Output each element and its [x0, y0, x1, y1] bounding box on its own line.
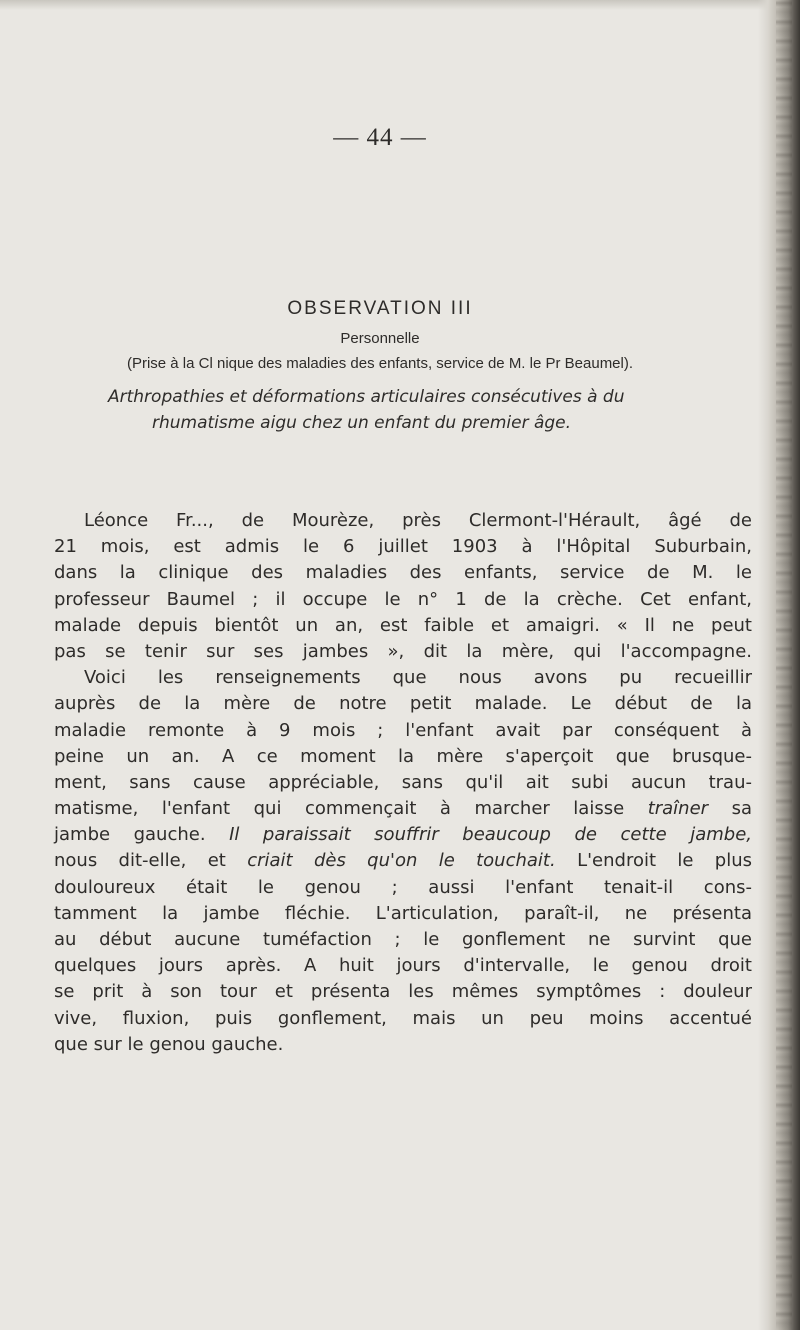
- body-line: professeur Baumel ; il occupe le n° 1 de la crèche. Cet enfant,: [54, 588, 752, 610]
- case-heading-line-1: Arthropathies et déformations articulaires consécutives à du: [108, 387, 625, 407]
- body-line: pas se tenir sur ses jambes », dit la mère, qui l'accompagne.: [54, 640, 752, 662]
- body-line: tamment la jambe fléchie. L'articulation, paraît-il, ne présenta: [54, 902, 752, 924]
- body-line: se prit à son tour et présenta les mêmes symptômes : douleur: [54, 981, 752, 1003]
- case-heading: [108, 384, 758, 436]
- body-line: douloureux était le genou ; aussi l'enfant tenait-il cons-: [54, 876, 752, 898]
- page-number: — 44 —: [333, 124, 427, 151]
- body-italic-run: criait dès qu'on le touchait.: [247, 850, 556, 872]
- body-text-run: matisme, l'enfant qui commençait à marcher laisse: [54, 798, 625, 820]
- observation-subtitle: Personnelle: [340, 330, 420, 347]
- body-line-mixed: [54, 822, 752, 848]
- body-text-run: jambe gauche.: [54, 824, 206, 846]
- body-line: 21 mois, est admis le 6 juillet 1903 à l'Hôpital Suburbain,: [54, 536, 752, 558]
- body-line: Léonce Fr..., de Mourèze, près Clermont-l'Hérault, âgé de: [84, 510, 752, 531]
- body-line: auprès de la mère de notre petit malade. Le début de la: [54, 693, 752, 715]
- body-italic-run: Il paraissait souffrir beaucoup de cette jambe,: [229, 824, 752, 846]
- body-line: vive, fluxion, puis gonflement, mais un peu moins accentué: [54, 1007, 752, 1029]
- body-line: peine un an. A ce moment la mère s'aperçoit que brusque-: [54, 745, 752, 767]
- body-line: au début aucune tuméfaction ; le gonflement ne survint que: [54, 929, 752, 950]
- page-top-shadow: [0, 0, 800, 10]
- case-heading-line-2: rhumatisme aigu chez un enfant du premier âge.: [152, 413, 572, 433]
- body-text-run: sa: [731, 798, 752, 820]
- body-line: ment, sans cause appréciable, sans qu'il ait subi aucun trau-: [54, 771, 752, 793]
- body-italic-run: traîner: [647, 798, 709, 820]
- body-text-run: nous dit-elle, et: [54, 850, 226, 872]
- body-text-run: L'endroit le plus: [577, 850, 752, 872]
- body-line: malade depuis bientôt un an, est faible et amaigri. « Il ne peut: [54, 614, 752, 636]
- body-line: maladie remonte à 9 mois ; l'enfant avait par conséquent à: [54, 719, 752, 741]
- body-paragraph: [54, 508, 752, 1058]
- observation-title: OBSERVATION III: [287, 298, 473, 319]
- body-line: quelques jours après. A huit jours d'intervalle, le genou droit: [54, 955, 752, 977]
- body-line: Voici les renseignements que nous avons pu recueillir: [84, 667, 752, 689]
- observation-source: (Prise à la Cl nique des maladies des enfants, service de M. le Pr Beaumel).: [126, 355, 634, 372]
- body-line-mixed: [54, 848, 752, 874]
- body-line: que sur le genou gauche.: [54, 1033, 284, 1055]
- body-line: dans la clinique des maladies des enfants, service de M. le: [54, 562, 752, 584]
- body-line-mixed: [54, 796, 752, 822]
- binding-texture: [776, 0, 792, 1330]
